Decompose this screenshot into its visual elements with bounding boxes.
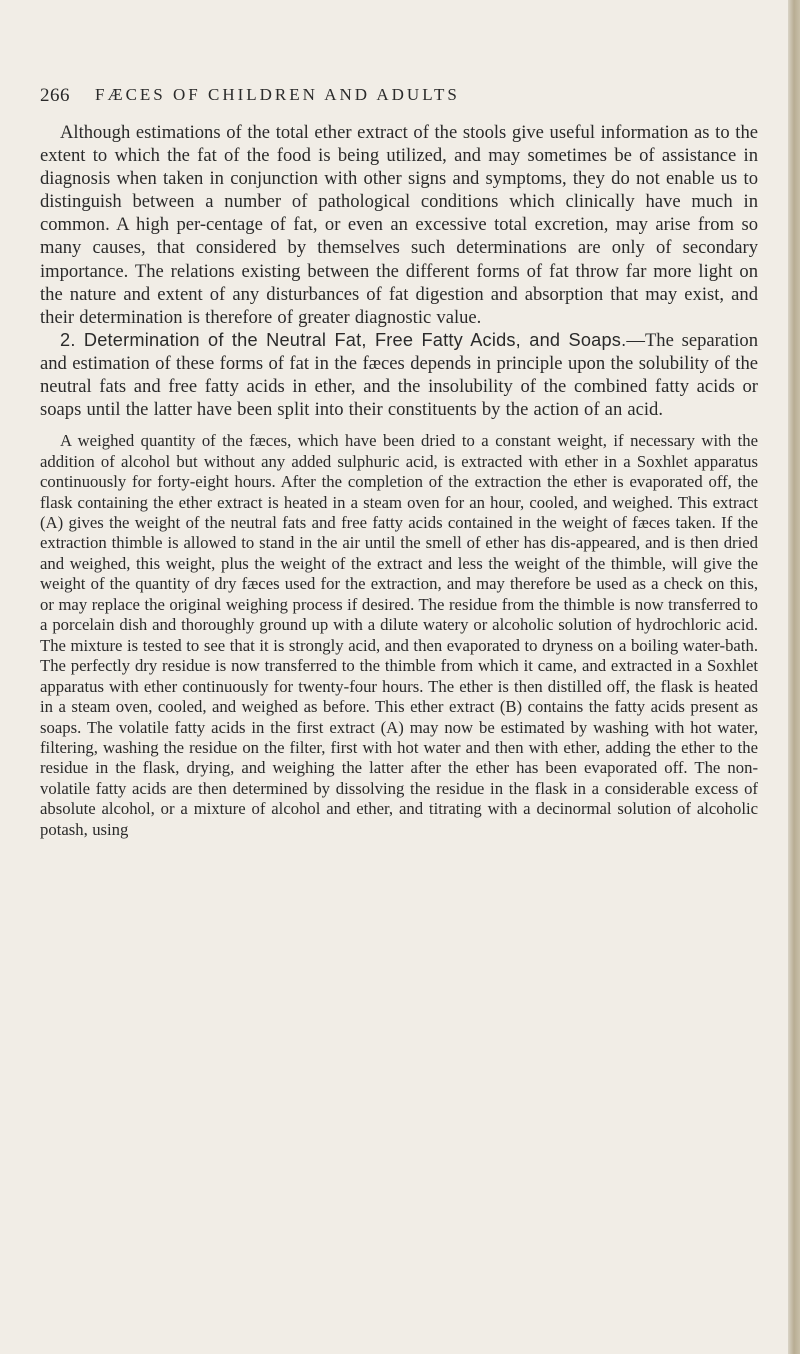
- section-2-body: —The separation and estimation of these forms of fat in the fæces depends in principle upon the solubility of the neutral fats and free fatty acids in ether, and the insolubility of the combined fatty acids or soaps until the latter have been split into their constituents by the action of an acid.: [40, 329, 758, 421]
- paragraph-intro: Although estimations of the total ether extract of the stools give useful information as to the extent to which the fat of the food is being utilized, and may sometimes be of assistance in diagnosis when taken in conjunction with other signs and symptoms, they do not enable us to distinguish between a number of pathological conditions which clinically have much in common. A high per-centage of fat, or even an excessive total excretion, may arise from so many causes, that considered by themselves such determinations are only of secondary importance. The relations existing between the different forms of fat throw far more light on the nature and extent of any disturbances of fat digestion and absorption that may exist, and their determination is therefore of greater diagnostic value.: [40, 122, 758, 328]
- page-edge: [788, 0, 800, 1354]
- paragraph-method: A weighed quantity of the fæces, which have been dried to a constant weight, if necessary with the addition of alcohol but without any added sulphuric acid, is extracted with ether in a Soxhlet apparatus continuously for forty-eight hours. After the completion of the extraction the ether is evaporated off, the flask containing the ether extract is heated in a steam oven for an hour, cooled, and weighed. This extract (A) gives the weight of the neutral fats and free fatty acids contained in the weight of fæces taken. If the extraction thimble is allowed to stand in the air until the smell of ether has dis-appeared, and is then dried and weighed, this weight, plus the weight of the extract and less the weight of the thimble, will give the weight of the quantity of dry fæces used for the extraction, and may therefore be used as a check on this, or may replace the original weighing process if desired. The residue from the thimble is now transferred to a porcelain dish and thoroughly ground up with a dilute watery or alcoholic solution of hydrochloric acid. The mixture is tested to see that it is strongly acid, and then evaporated to dryness on a boiling water-bath. The perfectly dry residue is now transferred to the thimble from which it came, and extracted in a Soxhlet apparatus with ether continuously for twenty-four hours. The ether is then distilled off, the flask is heated in a steam oven, cooled, and weighed as before. This ether extract (B) contains the fatty acids present as soaps. The volatile fatty acids in the first extract (A) may now be estimated by washing with hot water, filtering, washing the residue on the filter, first with hot water and then with ether, adding the ether to the residue in the flask, drying, and weighing the latter after the ether has been evaporated off. The non-volatile fatty acids are then determined by dissolving the residue in the flask in a considerable excess of absolute alcohol, or a mixture of alcohol and ether, and titrating with a decinormal solution of alcoholic potash, using: [40, 431, 758, 839]
- paragraph-section-2: [40, 329, 758, 421]
- section-heading: 2. Determination of the Neutral Fat, Free Fatty Acids, and Soaps.: [60, 329, 627, 350]
- running-head: FÆCES OF CHILDREN AND ADULTS: [95, 85, 460, 104]
- page-body: [40, 121, 758, 857]
- page-number: 266: [40, 85, 70, 106]
- page-header: [40, 85, 750, 111]
